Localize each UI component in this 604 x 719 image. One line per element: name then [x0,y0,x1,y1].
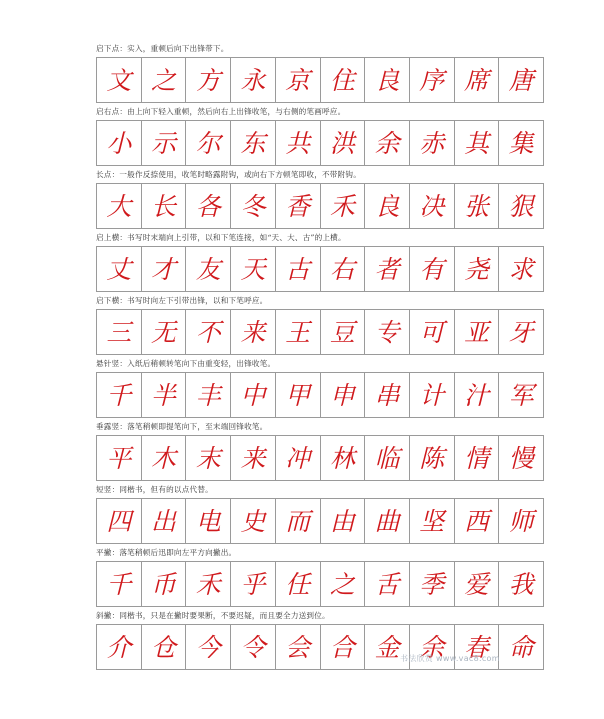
character-cell: 合 [321,625,366,669]
character-grid [96,372,544,418]
character-cell: 临 [365,436,410,480]
character-cell: 军 [508,380,534,410]
stroke-section [96,103,544,166]
character-cell: 良 [365,58,410,102]
character-cell: 冬 [231,184,276,228]
stroke-caption: 启右点：由上向下轻入重顿，然后向右上出锋收笔，与右侧的笔画呼应。 [96,107,346,116]
character-cell: 古 [276,247,321,291]
character-cell: 春 [455,625,500,669]
stroke-caption: 短竖：同楷书，但有的以点代替。 [96,485,213,494]
character-cell: 示 [142,121,187,165]
character-grid [96,309,544,355]
character-cell: 平 [97,436,142,480]
character-cell: 可 [410,310,455,354]
stroke-section [96,166,544,229]
character-cell: 甲 [276,373,321,417]
character-cell: 出 [142,499,187,543]
character-cell: 尔 [186,121,231,165]
character-cell: 豆 [321,310,366,354]
character-cell: 半 [142,373,187,417]
stroke-caption: 启下点：实入，重顿后向下出锋带下。 [96,44,229,53]
character-cell: 住 [321,58,366,102]
stroke-section [96,229,544,292]
character-cell: 决 [410,184,455,228]
character-cell: 末 [186,436,231,480]
character-cell: 小 [97,121,142,165]
character-cell: 史 [231,499,276,543]
character-cell: 不 [186,310,231,354]
character-cell: 林 [321,436,366,480]
practice-sheet [96,40,544,670]
stroke-caption: 平撇：落笔稍顿后迅即向左平方向撇出。 [96,548,237,557]
stroke-caption: 悬针竖：入纸后稍顿转笔向下由重变轻，出锋收笔。 [96,359,276,368]
character-cell: 洪 [321,121,366,165]
character-cell: 序 [410,58,455,102]
character-cell: 才 [142,247,187,291]
stroke-caption: 斜撇：同楷书，只是在撇时要果断，不要迟疑，而且要全力送到位。 [96,611,330,620]
stroke-section [96,292,544,355]
character-cell: 三 [97,310,142,354]
character-cell: 赤 [410,121,455,165]
character-cell: 余 [365,121,410,165]
character-cell: 丰 [186,373,231,417]
character-cell: 我 [508,569,534,599]
character-cell: 今 [186,625,231,669]
character-cell: 京 [276,58,321,102]
character-cell: 右 [321,247,366,291]
character-cell: 狠 [508,191,534,221]
character-cell: 永 [231,58,276,102]
character-cell: 仓 [142,625,187,669]
character-cell: 天 [231,247,276,291]
character-cell: 由 [321,499,366,543]
stroke-section [96,544,544,607]
character-grid [96,561,544,607]
character-cell: 爱 [455,562,500,606]
character-cell: 申 [321,373,366,417]
character-grid [96,246,544,292]
character-cell: 命 [508,632,534,662]
character-cell: 币 [142,562,187,606]
character-cell: 亚 [455,310,500,354]
character-cell: 情 [455,436,500,480]
character-grid [96,498,544,544]
character-cell: 计 [410,373,455,417]
character-cell: 汁 [455,373,500,417]
character-cell: 香 [276,184,321,228]
character-cell: 乎 [231,562,276,606]
character-cell: 禾 [186,562,231,606]
character-cell: 共 [276,121,321,165]
character-cell: 王 [276,310,321,354]
character-cell: 四 [97,499,142,543]
character-cell: 各 [186,184,231,228]
watermark: 书法欣赏 www.vac8.com [400,654,500,663]
character-cell: 有 [410,247,455,291]
character-cell: 良 [365,184,410,228]
stroke-caption: 垂露竖：落笔稍顿即提笔向下，至末端回锋收笔。 [96,422,268,431]
character-cell: 丈 [97,247,142,291]
character-cell: 求 [508,254,534,284]
character-cell: 坚 [410,499,455,543]
character-cell: 专 [365,310,410,354]
character-cell: 西 [455,499,500,543]
character-cell: 中 [231,373,276,417]
character-cell: 千 [97,373,142,417]
character-cell: 集 [508,128,534,158]
stroke-section [96,418,544,481]
character-grid [96,120,544,166]
stroke-section [96,40,544,103]
character-cell: 曲 [365,499,410,543]
character-cell: 席 [455,58,500,102]
character-cell: 金 [365,625,410,669]
character-cell: 其 [455,121,500,165]
character-cell: 来 [231,310,276,354]
character-cell: 尧 [455,247,500,291]
character-cell: 无 [142,310,187,354]
character-cell: 千 [97,562,142,606]
character-cell: 东 [231,121,276,165]
character-cell: 长 [142,184,187,228]
character-cell: 介 [97,625,142,669]
character-cell: 者 [365,247,410,291]
character-cell: 电 [186,499,231,543]
character-cell: 会 [276,625,321,669]
character-cell: 舌 [365,562,410,606]
character-cell: 木 [142,436,187,480]
stroke-caption: 启上横：书写时末端向上引带，以和下笔连接，如“天、大、古”的上横。 [96,233,346,242]
character-cell: 友 [186,247,231,291]
character-cell: 唐 [508,65,534,95]
character-cell: 而 [276,499,321,543]
stroke-section [96,355,544,418]
character-grid [96,183,544,229]
character-cell: 牙 [508,317,534,347]
character-cell: 冲 [276,436,321,480]
character-cell: 来 [231,436,276,480]
character-cell: 方 [186,58,231,102]
character-cell: 师 [508,506,534,536]
character-cell: 季 [410,562,455,606]
character-cell: 令 [231,625,276,669]
stroke-caption: 启下横：书写时向左下引带出锋，以和下笔呼应。 [96,296,268,305]
character-cell: 之 [321,562,366,606]
stroke-section [96,481,544,544]
character-cell: 张 [455,184,500,228]
stroke-caption: 长点：一般作反捺使用，收笔时略露附钩，或向右下方顿笔即收，不带附钩。 [96,170,361,179]
character-cell: 余 [410,625,455,669]
character-cell: 慢 [508,443,534,473]
character-cell: 任 [276,562,321,606]
character-cell: 禾 [321,184,366,228]
character-cell: 串 [365,373,410,417]
character-cell: 大 [97,184,142,228]
character-grid [96,57,544,103]
character-grid [96,435,544,481]
character-cell: 之 [142,58,187,102]
character-cell: 文 [97,58,142,102]
character-cell: 陈 [410,436,455,480]
